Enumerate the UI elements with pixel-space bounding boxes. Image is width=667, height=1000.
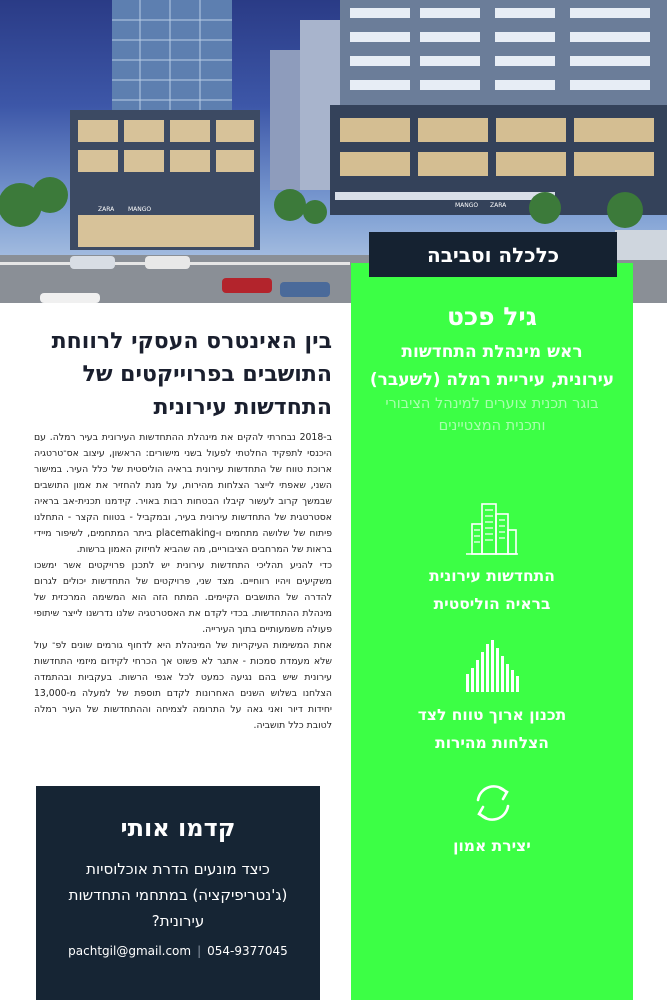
store-sign: ZARA [490,202,507,209]
article-paragraph: ב-2018 נבחרתי להקים את מינהלת ההתחדשות העירונית בעיר רמלה. עם היכנסי לתפקיד החלטתי לפעול בשני מישורים: הראשון, עיצוב אס־טרטגיה ארוכת טווח של התחדשות עירונית בראיה הוליסטית של כלל העיר. במישור השני, שאפתי לייצר הצלחות מהירות, על מנת להחזיר את אמון התושבים שבמשך קרוב לעשור קיבלו הבטחות רבות באויר. קידמנו תכנית-אב בראיה אסטרטגית של התחדשות עירונית בעיר, ובמקביל - בטווח הקצר - התחלנו פיתוח של שלושה מתחמים ו-placemaking ביתר המתחמים, לשיפור מיידי בראות של המרחבים הציבוריים, מה שהביא לחיזוק האמון ברשות. [34,432,333,555]
feature-long-term: תכנון ארוך טווח לצד הצלחות מהירות [417,706,567,752]
section-label: כלכלה וסביבה [369,232,617,277]
contact-title: קדמו אותי [120,814,236,842]
store-sign: MANGO [128,206,152,213]
article-paragraph: אחת המשימות העיקריות של המינהלת היא לדחוף גורמים שונים לפ־ עול שלא מעמדת סמכות - אתגר לא פשוט אך הכרחי לקידום מיזמי התחדשות עירונית שיש בהם נגיעה כמעט לכל אגפי הרשות. בעקביות ובהתמדה הצלחנו בשלוש השנים האחרונות לקדם תוספת של למעלה מ-13,000 יחידות דיור ואני גאה על התרומה לצמיחה וההתחדשות של העיר רמלה לטובת כלל תושביה. [34,640,332,731]
skyline-chart-icon [464,638,520,698]
contact-box [36,786,320,1000]
profile-education: בוגר תכנית צוערים למינהל הציבורי ותכנית המצטיינים [385,396,599,434]
feature-trust: יצירת אמון [453,837,531,855]
store-sign: ZARA [98,206,115,213]
refresh-cycle-icon [470,780,516,830]
profile-role: ראש מינהלת התחדשות עירונית, עיריית רמלה (לשעבר) [369,342,615,390]
article-paragraph: כדי להניע תהליכי התחדשות עירונית יש לתכנן פרויקטים אשר ימשכו משקיעים ויהיו רווחיים. מצד שני, פרויקטים של התחדשות יכולים לגרום להדרה של התושבים הקיימים. המתח הזה הוא המשימה המרכזית של מינהלת ההתחדשות. בכדי לקדם את האסטרטגיה שלנו נדרשנו לייצר שיתופי פעולה משמעותיים בתוך העירייה. [34,560,332,635]
article-body [34,430,332,734]
buildings-icon [466,500,518,560]
article-headline: בין האינטרס העסקי לרווחת התושבים בפרוייקטים של התחדשות עירונית [51,329,332,420]
email-link[interactable]: pachtgil@gmail.com [68,944,192,958]
profile-name: גיל פכט [447,302,537,331]
feature-holistic: התחדשות עירונית בראיה הוליסטית [429,567,555,613]
phone-link[interactable]: 054-9377045 [207,944,288,958]
contact-details [36,944,320,958]
store-sign: MANGO [455,202,479,209]
contact-separator: | [197,944,202,958]
contact-question: כיצד מונעים הדרת אוכלוסיות (ג'נטריפיקציה) במתחמי התחדשות עירונית? [68,860,288,930]
